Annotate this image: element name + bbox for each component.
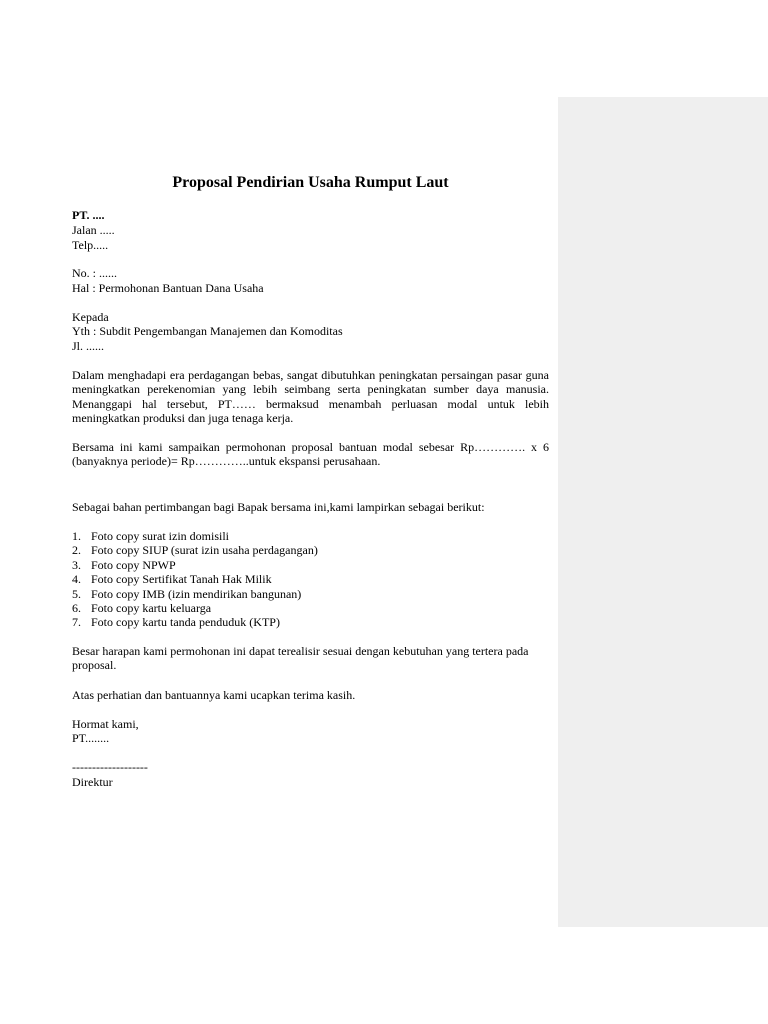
list-item-number: 5.	[72, 586, 81, 601]
comment-pane	[558, 97, 768, 927]
list-item	[72, 529, 318, 543]
attachments-intro: Sebagai bahan pertimbangan bagi Bapak bersama ini,kami lampirkan sebagai berikut:	[72, 500, 485, 514]
attachments-list	[72, 529, 318, 630]
list-item-text: Foto copy surat izin domisili	[91, 529, 229, 543]
signoff-company: PT........	[72, 731, 110, 745]
list-item-number: 3.	[72, 557, 81, 572]
list-item-number: 7.	[72, 615, 81, 630]
list-item	[72, 601, 318, 615]
list-item-text: Foto copy kartu tanda penduduk (KTP)	[91, 615, 280, 630]
list-item	[72, 615, 318, 629]
letter-number: No. : ......	[72, 266, 117, 280]
header-company: PT. ....	[72, 208, 105, 222]
list-item	[72, 587, 318, 601]
list-item-number: 1.	[72, 529, 81, 543]
list-item-number: 2.	[72, 543, 81, 558]
paragraph-request: Bersama ini kami sampaikan permohonan proposal bantuan modal sebesar Rp…………. x 6 (banyaknya periode)= Rp…………..untuk ekspansi perusahaan.	[72, 440, 549, 469]
list-item	[72, 558, 318, 572]
list-item-text: Foto copy IMB (izin mendirikan bangunan)	[91, 586, 302, 601]
closing-hope: Besar harapan kami permohonan ini dapat terealisir sesuai dengan kebutuhan yang tertera pada proposal.	[72, 644, 529, 673]
recipient-to: Kepada	[72, 310, 109, 324]
recipient-street: Jl. ......	[72, 339, 105, 353]
document-title: Proposal Pendirian Usaha Rumput Laut	[172, 174, 449, 191]
signoff-greeting: Hormat kami,	[72, 717, 139, 731]
signoff-role: Direktur	[72, 775, 113, 789]
recipient-name: Yth : Subdit Pengembangan Manajemen dan Komoditas	[72, 324, 343, 338]
list-item-number: 6.	[72, 601, 81, 616]
closing-thanks: Atas perhatian dan bantuannya kami ucapkan terima kasih.	[72, 688, 356, 702]
header-address: Jalan .....	[72, 223, 115, 237]
list-item-text: Foto copy Sertifikat Tanah Hak Milik	[91, 572, 272, 587]
list-item-text: Foto copy kartu keluarga	[91, 601, 212, 616]
list-item	[72, 572, 318, 586]
letter-subject: Hal : Permohonan Bantuan Dana Usaha	[72, 281, 264, 295]
list-item-text: Foto copy SIUP (surat izin usaha perdagangan)	[91, 543, 318, 558]
paragraph-context: Dalam menghadapi era perdagangan bebas, sangat dibutuhkan peningkatan persaingan pasar guna meningkatkan perekenomian yang lebih seimbang serta peningkatan sumber daya manusia. Menanggapi hal tersebut, PT…… bermaksud menambah perluasan modal untuk lebih meningkatkan produksi dan juga tenaga kerja.	[72, 368, 549, 426]
list-item	[72, 543, 318, 557]
header-phone: Telp.....	[72, 238, 109, 252]
list-item-number: 4.	[72, 572, 81, 587]
signature-line: -------------------	[72, 760, 148, 774]
list-item-text: Foto copy NPWP	[91, 557, 176, 572]
